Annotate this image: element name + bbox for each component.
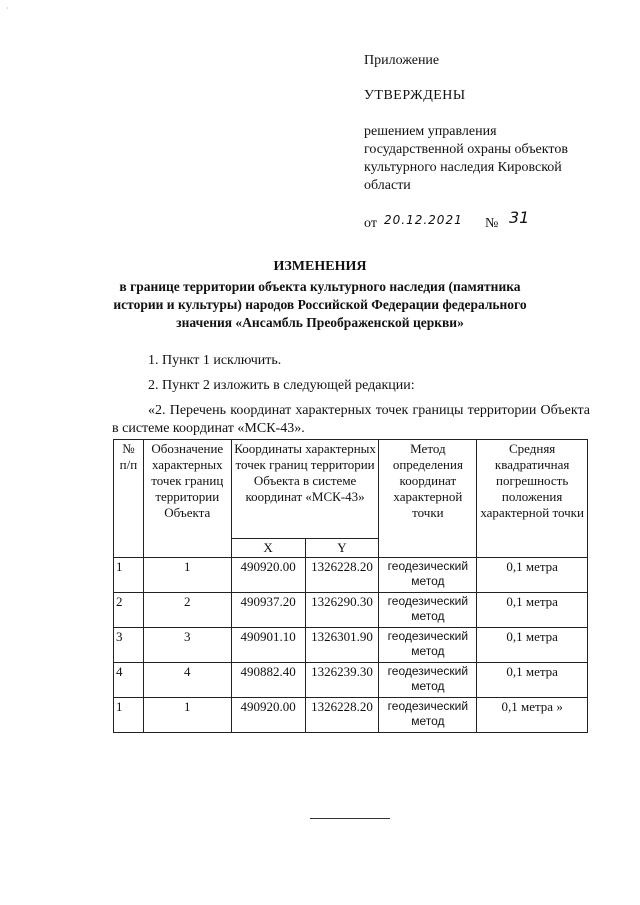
cell-num: 3 [114,628,144,663]
cell-y: 1326290.30 [305,593,379,628]
header-y: Y [305,539,379,558]
header-x: X [231,539,305,558]
cell-error: 0,1 метра [477,593,588,628]
cell-x: 490882.40 [231,663,305,698]
cell-error: 0,1 метра [477,663,588,698]
cell-method: геодезический метод [379,663,477,698]
paragraph: «2. Перечень координат характерных точек границы территории Объекта в системе координат «МСК-43». [112,403,590,436]
cell-x: 490920.00 [231,558,305,593]
cell-method: геодезический метод [379,628,477,663]
handwritten-date: 20.12.2021 [384,213,463,227]
header-method: Метод определения координат характерной точки [379,440,477,558]
cell-method: геодезический метод [379,593,477,628]
document-subtitle [95,278,545,332]
table-row [114,698,588,733]
approval-block [364,52,614,233]
scan-mark: · [6,4,9,13]
cell-error: 0,1 метра [477,558,588,593]
appendix-label: Приложение [364,53,440,68]
cell-method: геодезический метод [379,558,477,593]
document-title: ИЗМЕНЕНИЯ [273,259,367,274]
table-row [114,558,588,593]
header-num: № п/п [114,440,144,558]
decision-line: области [364,178,411,193]
subtitle-line: истории и культуры) народов Российской Федерации федерального [113,297,527,312]
cell-x: 490920.00 [231,698,305,733]
cell-error: 0,1 метра [477,628,588,663]
cell-y: 1326228.20 [305,698,379,733]
cell-num: 1 [114,698,144,733]
paragraph: 1. Пункт 1 исключить. [148,353,282,368]
cell-num: 1 [114,558,144,593]
date-line [364,208,614,233]
date-prefix: от [364,216,377,231]
cell-y: 1326228.20 [305,558,379,593]
header-designation: Обозначение характерных точек границ территории Объекта [143,440,231,558]
cell-point: 1 [143,698,231,733]
cell-num: 2 [114,593,144,628]
cell-y: 1326239.30 [305,663,379,698]
cell-point: 2 [143,593,231,628]
body-text [112,352,590,438]
cell-point: 1 [143,558,231,593]
cell-x: 490937.20 [231,593,305,628]
cell-y: 1326301.90 [305,628,379,663]
header-error: Средняя квадратичная погрешность положения характерной точки [477,440,588,558]
cell-method: геодезический метод [379,698,477,733]
decision-line: культурного наследия Кировской [364,160,562,175]
approved-label: УТВЕРЖДЕНЫ [364,88,466,103]
decision-line: решением управления [364,124,497,139]
table-row [114,593,588,628]
decision-line: государственной охраны объектов [364,142,568,157]
cell-x: 490901.10 [231,628,305,663]
coordinates-table [113,439,588,733]
cell-num: 4 [114,663,144,698]
subtitle-line: значения «Ансамбль Преображенской церкви» [176,315,464,330]
end-separator-line [310,818,390,819]
table-row [114,628,588,663]
cell-error: 0,1 метра » [477,698,588,733]
table-row [114,663,588,698]
paragraph: 2. Пункт 2 изложить в следующей редакции: [148,378,415,393]
subtitle-line: в границе территории объекта культурного наследия (памятника [119,279,521,294]
cell-point: 3 [143,628,231,663]
number-sign: № [485,216,499,231]
header-coordinates: Координаты характерных точек границ территории Объекта в системе координат «МСК-43» [231,440,379,539]
cell-point: 4 [143,663,231,698]
handwritten-number: 31 [509,208,530,227]
decision-text [364,123,614,195]
